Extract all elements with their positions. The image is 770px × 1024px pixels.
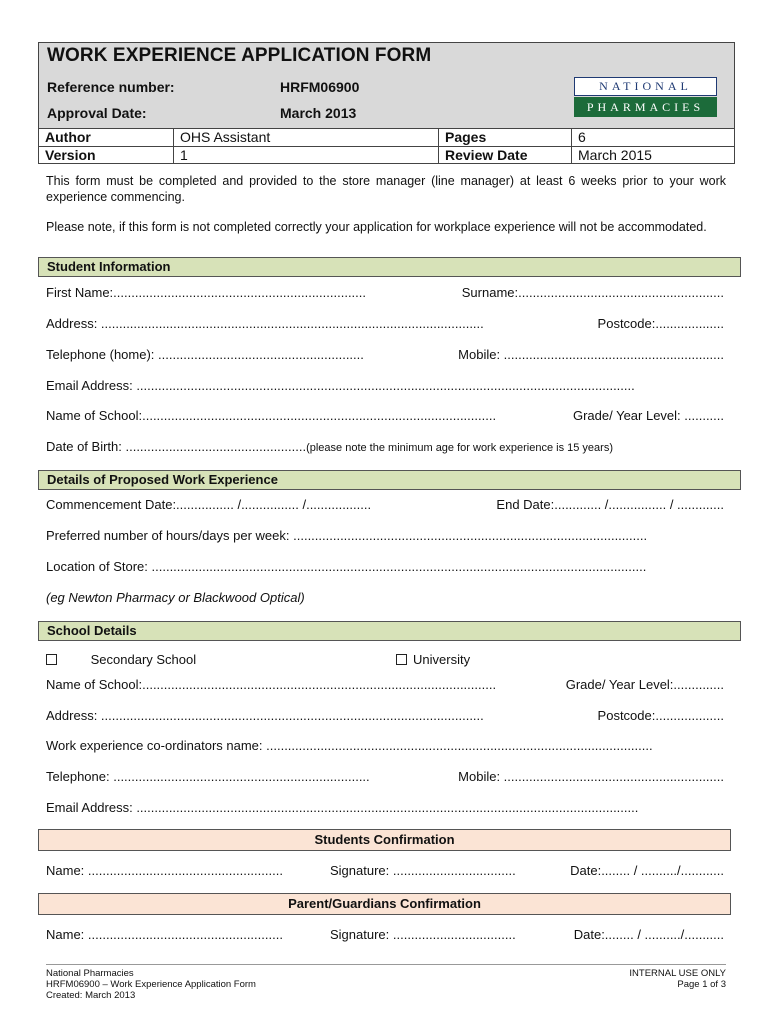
parent-name-field[interactable]: Name: ...................................................... [46, 927, 283, 942]
university-option [396, 652, 470, 668]
school-address-row [46, 708, 724, 724]
mobile-field[interactable]: Mobile: ............................................................. [458, 347, 724, 362]
version-value: 1 [174, 146, 439, 164]
version-label: Version [39, 146, 174, 164]
surname-field[interactable]: Surname:......................................................... [461, 285, 724, 300]
email-row [46, 378, 724, 394]
school-mobile-field[interactable]: Mobile: ............................................................. [458, 769, 724, 784]
postcode-field[interactable]: Postcode:................... [597, 316, 724, 331]
commencement-date-field[interactable]: Commencement Date:................ /................ /.................. [46, 497, 372, 512]
dob-note: (please note the minimum age for work experience is 15 years) [306, 442, 613, 454]
email-field[interactable]: Email Address: .......................................................................................................................................... [46, 378, 635, 393]
address-field[interactable]: Address: .......................................................................................................... [46, 316, 484, 331]
school-type-row [46, 652, 724, 668]
review-value: March 2015 [572, 146, 735, 164]
parent-confirmation-row [46, 927, 724, 943]
national-pharmacies-logo [574, 77, 717, 117]
document-meta-table [38, 128, 735, 164]
school-address-field[interactable]: Address: .......................................................................................................... [46, 708, 484, 723]
student-date-field[interactable]: Date:........ / ........../............ [570, 863, 724, 878]
section-student-information: Student Information [38, 257, 741, 277]
school-email-field[interactable]: Email Address: ........................................................................................................................................... [46, 800, 639, 815]
school-row [46, 408, 724, 424]
intro-paragraph-1: This form must be completed and provided to the store manager (line manager) at least 6 weeks prior to your work experience commencing. [46, 174, 726, 204]
pages-value: 6 [572, 129, 735, 147]
approval-label: Approval Date: [47, 105, 147, 121]
section-proposed-work-experience: Details of Proposed Work Experience [38, 470, 741, 490]
school-details-name-field[interactable]: Name of School:.................................................................................................. [46, 677, 497, 692]
dob-field[interactable]: Date of Birth: .................................................. [46, 439, 307, 454]
coordinator-name-field[interactable]: Work experience co-ordinators name: ........................................................................................................... [46, 738, 653, 753]
section-school-details: School Details [38, 621, 741, 641]
reference-value: HRFM06900 [280, 79, 360, 95]
review-label: Review Date [439, 146, 572, 164]
author-value: OHS Assistant [174, 129, 439, 147]
school-postcode-field[interactable]: Postcode:................... [597, 708, 724, 723]
first-name-field[interactable]: First Name:...................................................................... [46, 285, 366, 300]
first-name-row [46, 285, 724, 301]
school-telephone-field[interactable]: Telephone: ....................................................................... [46, 769, 370, 784]
author-label: Author [39, 129, 174, 147]
parent-signature-field[interactable]: Signature: .................................. [330, 927, 516, 942]
section-students-confirmation: Students Confirmation [38, 829, 731, 851]
footer-company: National Pharmacies [46, 968, 134, 979]
grade-field[interactable]: Grade/ Year Level: ........... [572, 408, 724, 423]
university-checkbox[interactable] [396, 654, 407, 665]
secondary-school-checkbox[interactable] [46, 654, 57, 665]
footer-right [629, 968, 726, 990]
university-label: University [413, 652, 471, 667]
location-example: (eg Newton Pharmacy or Blackwood Optical) [46, 590, 305, 605]
footer-page-number: Page 1 of 3 [677, 979, 726, 990]
form-title: WORK EXPERIENCE APPLICATION FORM [47, 45, 432, 66]
telephone-row [46, 347, 724, 363]
telephone-home-field[interactable]: Telephone (home): ......................................................... [46, 347, 364, 362]
intro-paragraph-2: Please note, if this form is not completed correctly your application for workplace experience will not be accommodated. [46, 220, 707, 234]
coordinator-row [46, 738, 724, 754]
hours-field[interactable]: Preferred number of hours/days per week: .................................................................................................. [46, 528, 648, 543]
location-row [46, 559, 724, 575]
logo-top-text: NATIONAL [574, 77, 717, 96]
section-parent-confirmation: Parent/Guardians Confirmation [38, 893, 731, 915]
address-row [46, 316, 724, 332]
footer-created: Created: March 2013 [46, 990, 136, 1001]
school-email-row [46, 800, 724, 816]
footer-classification: INTERNAL USE ONLY [629, 968, 726, 979]
approval-value: March 2013 [280, 105, 357, 121]
school-name-field[interactable]: Name of School:.................................................................................................. [46, 408, 497, 423]
school-name-row [46, 677, 724, 693]
pages-label: Pages [439, 129, 572, 147]
end-date-field[interactable]: End Date:............. /................ / ............. [496, 497, 724, 512]
logo-bottom-text: PHARMACIES [574, 97, 717, 117]
location-field[interactable]: Location of Store: ......................................................................................................................................... [46, 559, 647, 574]
school-details-grade-field[interactable]: Grade/ Year Level:.............. [565, 677, 724, 692]
school-telephone-row [46, 769, 724, 785]
student-signature-field[interactable]: Signature: .................................. [330, 863, 516, 878]
student-name-field[interactable]: Name: ...................................................... [46, 863, 283, 878]
dob-row [46, 439, 724, 455]
hours-row [46, 528, 724, 544]
dates-row [46, 497, 724, 513]
footer-document: HRFM06900 – Work Experience Application Form [46, 979, 256, 990]
parent-date-field[interactable]: Date:........ / ........../........... [573, 927, 724, 942]
secondary-school-label: Secondary School [90, 652, 197, 667]
page-footer [46, 964, 726, 1001]
student-confirmation-row [46, 863, 724, 879]
reference-label: Reference number: [47, 79, 175, 95]
